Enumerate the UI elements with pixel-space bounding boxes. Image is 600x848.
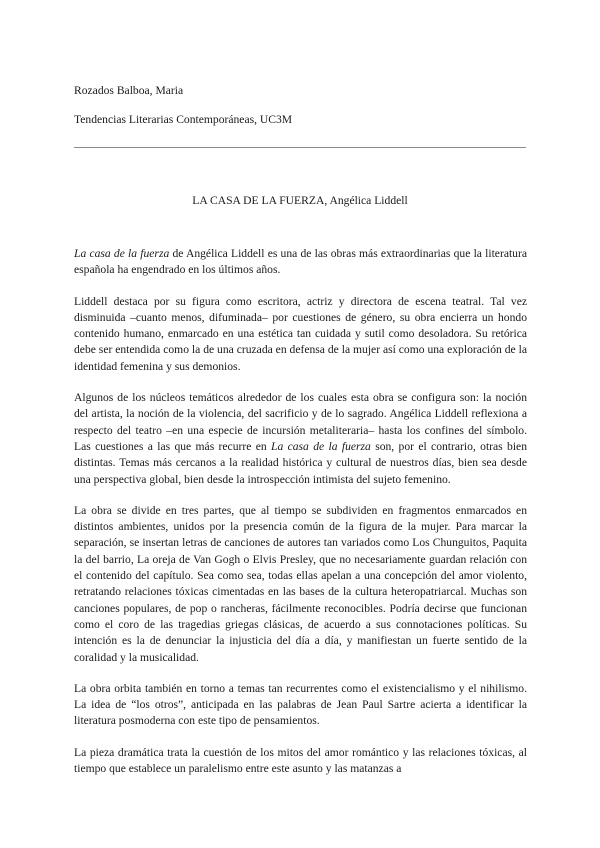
document-body [74, 246, 527, 792]
paragraph-1-text: de Angélica Liddell es una de las obras más extraordinarias que la literatura española ha engendrado en los últimos años. [74, 247, 527, 277]
paragraph-3-text-a: Algunos de los núcleos temáticos alrededor de los cuales esta obra se configura son: la noción del artista, la noción de la violencia, del sacrificio y de lo sagrado. Angélica Liddell reflexiona a respecto del teatro –en una especie de incursión metaliteraria– hasta los confines del símbolo. Las cuestiones a las que más recurre en [74, 391, 527, 453]
author-name: Rozados Balboa, Maria [74, 84, 184, 97]
paragraph-3 [74, 390, 527, 488]
paragraph-4: La obra se divide en tres partes, que al tiempo se subdividen en fragmentos enmarcados en distintos ambientes, unidos por la presencia común de la figura de la mujer. Para marcar la separación, se insertan letras de canciones de autores tan variados como Los Chunguitos, Paquita la del barrio, La oreja de Van Gogh o Elvis Presley, que no necesariamente guardan relación con el contenido del capítulo. Sea como sea, todas ellas apelan a una concepción del amor violento, retratando relaciones tóxicas cimentadas en las bases de la cultura heteropatriarcal. Muchas son canciones populares, de pop o rancheras, fácilmente reconocibles. Podría decirse que funcionan como el coro de las tragedias griegas clásicas, de acuerdo a sus connotaciones políticas. Su intención es la de denunciar la injusticia del día a día, y manifiestan un fuerte sentido de la coralidad y la musicalidad. [74, 503, 527, 664]
paragraph-2: Liddell destaca por su figura como escritora, actriz y directora de escena teatral. Tal vez disminuida –cuanto menos, difuminada– por cuestiones de género, su obra encierra un hondo contenido humano, enmarcado en una estética tan cuidada y sutil como desoladora. Su retórica debe ser entendida como la de una cruzada en defensa de la mujer así como una exploración de la identidad femenina y sus demonios. [74, 294, 527, 373]
paragraph-1 [74, 246, 527, 279]
paragraph-6: La pieza dramática trata la cuestión de los mitos del amor romántico y las relaciones tóxicas, al tiempo que establece un paralelismo entre este asunto y las matanzas a [74, 745, 527, 776]
paragraph-3-text-b: son, por el contrario, otras bien distintas. Temas más cercanos a la realidad histórica y cultural de nuestros días, bien sea desde una perspectiva global, bien desde la introspección intimista del sujeto femenino. [74, 439, 527, 486]
work-title-italic: La casa de la fuerza [271, 439, 371, 453]
document-title: LA CASA DE LA FUERZA, Angélica Liddell [192, 194, 408, 207]
course-name: Tendencias Literarias Contemporáneas, UC3M [74, 113, 293, 126]
work-title-italic: La casa de la fuerza [74, 247, 170, 260]
horizontal-divider [74, 147, 526, 148]
paragraph-5: La obra orbita también en torno a temas tan recurrentes como el existencialismo y el nihilismo. La idea de “los otros”, anticipada en las palabras de Jean Paul Sartre acierta a identificar la literatura posmoderna con este tipo de pensamientos. [74, 681, 527, 728]
